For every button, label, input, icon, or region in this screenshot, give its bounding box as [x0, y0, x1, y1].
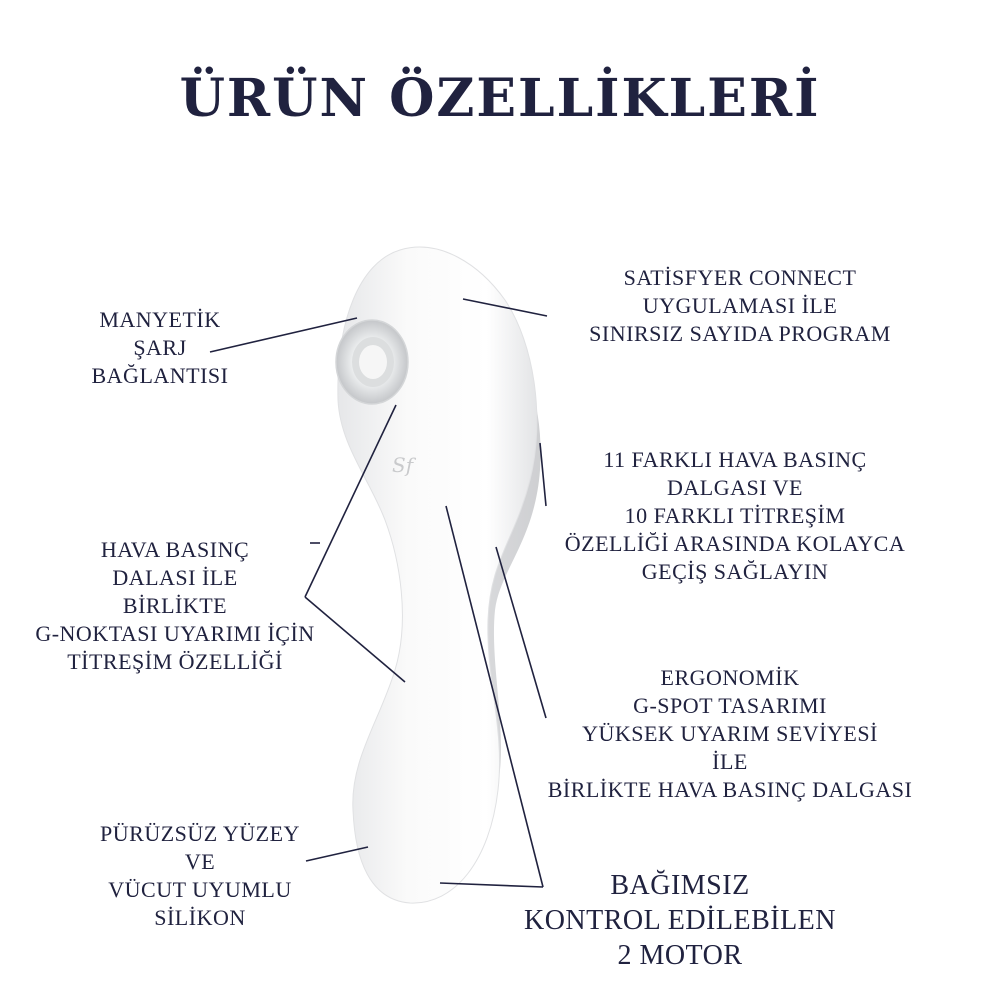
feature-text-line: MANYETİK	[99, 307, 221, 332]
feature-text-line: DALGASI VE	[667, 475, 803, 500]
feature-text-line: ÖZELLİĞİ ARASINDA KOLAYCA	[564, 531, 906, 556]
feature-text-line: 2 MOTOR	[617, 940, 743, 971]
page-title: ÜRÜN ÖZELLİKLERİ	[179, 68, 821, 129]
feature-text-line: 11 FARKLI HAVA BASINÇ	[603, 447, 867, 472]
feature-smooth-silicone	[40, 820, 360, 932]
feature-text-line: ŞARJ	[133, 335, 187, 360]
feature-ergonomic	[530, 664, 930, 804]
feature-text-line: SINIRSIZ SAYIDA PROGRAM	[589, 321, 891, 346]
feature-text-line: PÜRÜZSÜZ YÜZEY	[100, 821, 300, 846]
feature-text-line: TİTREŞİM ÖZELLİĞİ	[67, 649, 283, 674]
feature-text-line: SATİSFYER CONNECT	[623, 265, 857, 290]
feature-text-line: G-SPOT TASARIMI	[633, 693, 827, 718]
feature-text-line: DALASI İLE	[112, 565, 238, 590]
feature-text-line: HAVA BASINÇ	[100, 537, 250, 562]
feature-text-line: BAĞIMSIZ	[610, 870, 750, 901]
feature-air-pressure-gspot	[5, 536, 345, 676]
feature-text-line: UYGULAMASI İLE	[642, 293, 838, 318]
feature-modes	[555, 446, 915, 586]
feature-text-line: ERGONOMİK	[660, 665, 800, 690]
feature-dual-motor	[500, 868, 860, 973]
feature-text-line: SİLİKON	[154, 905, 246, 930]
suction-opening-inner	[359, 345, 387, 379]
feature-text-line: BİRLİKTE	[122, 593, 228, 618]
feature-text-line: 10 FARKLI TİTREŞİM	[624, 503, 846, 528]
callout-line-farkli	[540, 443, 546, 506]
feature-text-line: KONTROL EDİLEBİLEN	[523, 905, 836, 936]
feature-text-line: VÜCUT UYUMLU	[108, 877, 292, 902]
feature-text-line: BİRLİKTE HAVA BASINÇ DALGASI	[547, 777, 913, 802]
feature-text-line: İLE	[712, 749, 748, 774]
feature-text-line: VE	[184, 849, 216, 874]
feature-text-line: GEÇİŞ SAĞLAYIN	[641, 559, 829, 584]
brand-logo: Sf	[392, 453, 414, 477]
feature-connect-app	[540, 264, 940, 348]
feature-magnetic-charging	[40, 306, 280, 390]
feature-text-line: G-NOKTASI UYARIMI İÇİN	[35, 621, 315, 646]
feature-text-line: YÜKSEK UYARIM SEVİYESİ	[582, 721, 878, 746]
feature-text-line: BAĞLANTISI	[91, 363, 229, 388]
